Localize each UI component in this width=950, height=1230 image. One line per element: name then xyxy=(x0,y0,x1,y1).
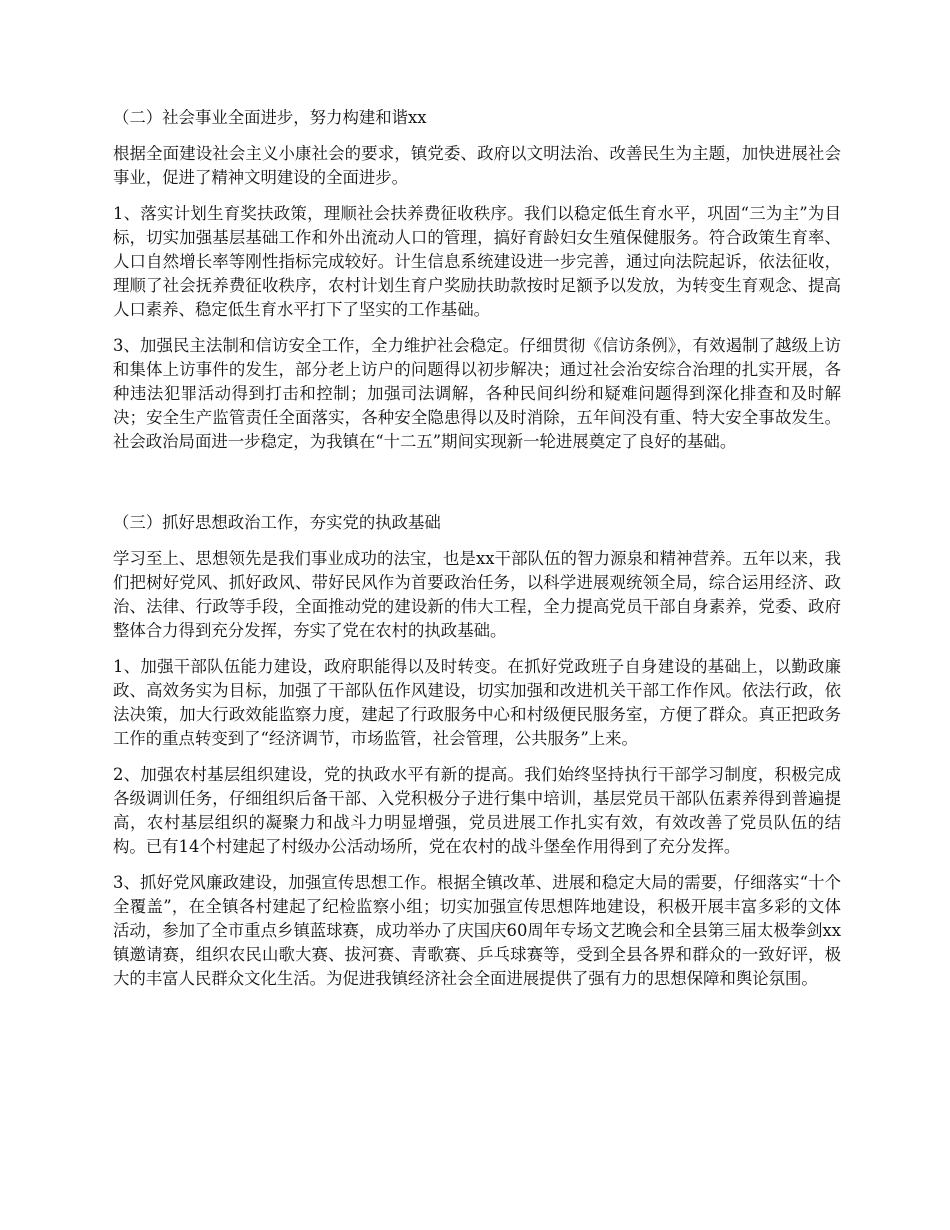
section-3-item-2: 2、加强农村基层组织建设，党的执政水平有新的提高。我们始终坚持执行干部学习制度，积极完成各级调训任务，仔细组织后备干部、入党积极分子进行集中培训，基层党员干部队伍素养得到普遍提高，农村基层组织的凝聚力和战斗力明显增强，党员进展工作扎实有效，有效改善了党员队伍的结构。已有14个村建起了村级办公活动场所，党在农村的战斗堡垒作用得到了充分发挥。 xyxy=(113,765,841,856)
section-2-item-3: 3、加强民主法制和信访安全工作，全力维护社会稳定。仔细贯彻《信访条例》，有效遏制了越级上访和集体上访事件的发生，部分老上访户的问题得以初步解决；通过社会治安综合治理的扎实开展，各种违法犯罪活动得到打击和控制；加强司法调解，各种民间纠纷和疑难问题得到深化排查和及时解决；安全生产监管责任全面落实，各种安全隐患得以及时消除，五年间没有重、特大安全事故发生。社会政治局面进一步稳定，为我镇在“十二五”期间实现新一轮进展奠定了良好的基础。 xyxy=(113,336,841,451)
section-2-heading: （二）社会事业全面进步，努力构建和谐xx xyxy=(113,108,427,127)
document-body xyxy=(113,106,841,991)
section-3-heading: （三）抓好思想政治工作，夯实党的执政基础 xyxy=(113,513,441,532)
section-3-intro: 学习至上、思想领先是我们事业成功的法宝，也是xx干部队伍的智力源泉和精神营养。五年以来，我们把树好党风、抓好政风、带好民风作为首要政治任务，以科学进展观统领全局，综合运用经济、政治、法律、行政等手段，全面推动党的建设新的伟大工程，全力提高党员干部自身素养，党委、政府整体合力得到充分发挥，夯实了党在农村的执政基础。 xyxy=(113,549,841,640)
section-2-item-1: 1、落实计划生育奖扶政策，理顺社会扶养费征收秩序。我们以稳定低生育水平，巩固“三为主”为目标，切实加强基层基础工作和外出流动人口的管理，搞好育龄妇女生殖保健服务。符合政策生育率、人口自然增长率等刚性指标完成较好。计生信息系统建设进一步完善，通过向法院起诉，依法征收，理顺了社会抚养费征收秩序，农村计划生育户奖励扶助款按时足额予以发放，为转变生育观念、提高人口素养、稳定低生育水平打下了坚实的工作基础。 xyxy=(113,204,841,319)
section-2-intro: 根据全面建设社会主义小康社会的要求，镇党委、政府以文明法治、改善民生为主题，加快进展社会事业，促进了精神文明建设的全面进步。 xyxy=(113,144,841,187)
section-3-item-1: 1、加强干部队伍能力建设，政府职能得以及时转变。在抓好党政班子自身建设的基础上，以勤政廉政、高效务实为目标，加强了干部队伍作风建设，切实加强和改进机关干部工作作风。依法行政，依法决策，加大行政效能监察力度，建起了行政服务中心和村级便民服务室，方便了群众。真正把政务工作的重点转变到了“经济调节，市场监管，社会管理，公共服务”上来。 xyxy=(113,657,841,748)
section-3-item-3: 3、抓好党风廉政建设，加强宣传思想工作。根据全镇改革、进展和稳定大局的需要，仔细落实“十个全覆盖”，在全镇各村建起了纪检监察小组；切实加强宣传思想阵地建设，积极开展丰富多彩的文体活动，参加了全市重点乡镇蓝球赛，成功举办了庆国庆60周年专场文艺晚会和全县第三届太极拳剑xx镇邀请赛，组织农民山歌大赛、拔河赛、青歌赛、乒乓球赛等，受到全县各界和群众的一致好评，极大的丰富人民群众文化生活。为促进我镇经济社会全面进展提供了强有力的思想保障和舆论氛围。 xyxy=(113,873,841,988)
